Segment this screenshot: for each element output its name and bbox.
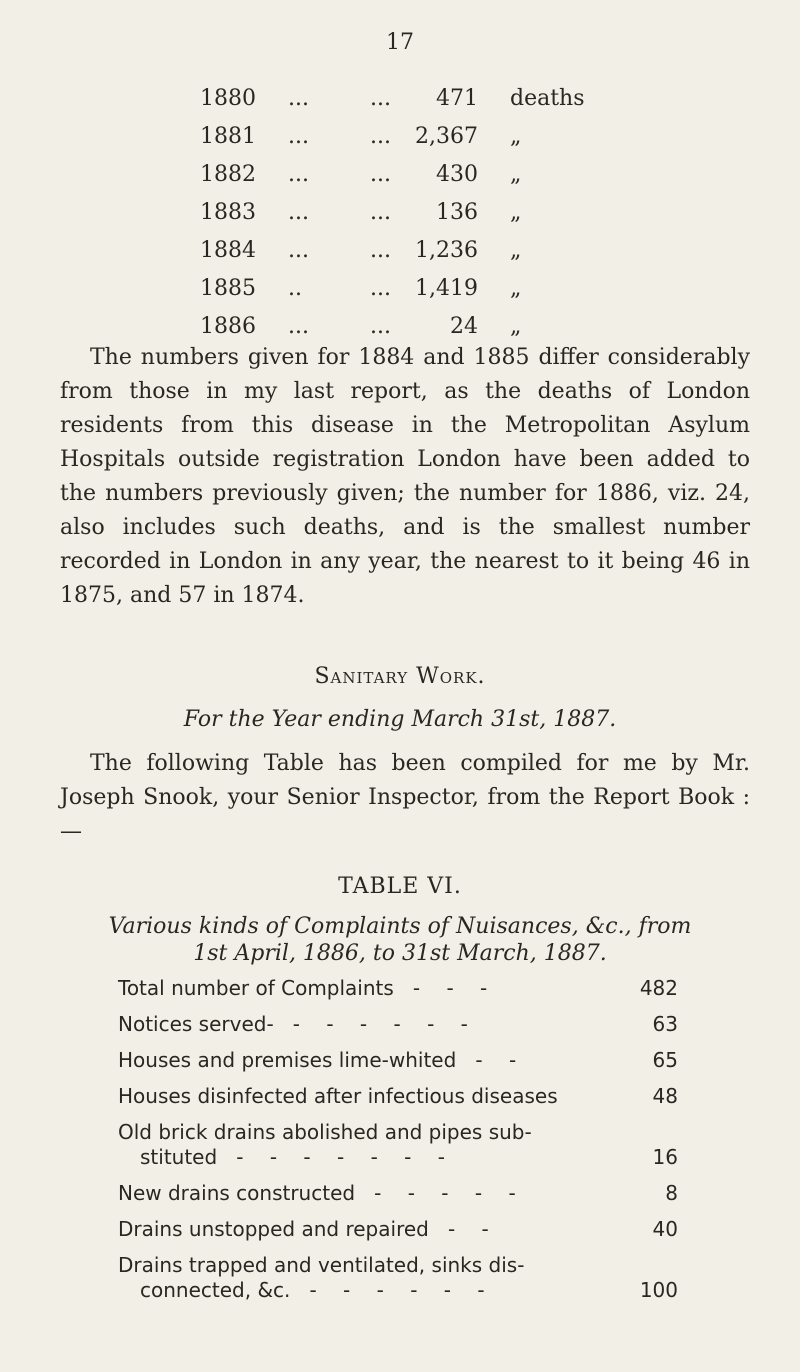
table-row <box>118 1217 688 1242</box>
row-label: Drains trapped and ventilated, sinks dis- <box>118 1253 525 1277</box>
deaths-row <box>200 86 640 124</box>
leader-dots: ... <box>288 314 309 339</box>
unit: „ <box>510 162 522 187</box>
leader-dashes: - - - - - - - <box>236 1145 455 1169</box>
section-subheading: For the Year ending March 31st, 1887. <box>183 707 617 732</box>
year: 1882 <box>200 162 256 187</box>
unit: „ <box>510 200 522 225</box>
row-label-continued: connected, &c. <box>140 1278 291 1302</box>
deaths-by-year-table <box>200 86 640 352</box>
row-label: New drains constructed <box>118 1181 356 1205</box>
paragraph-text: The numbers given for 1884 and 1885 differ considerably from those in my last report, as the deaths of London residents from this disease in the Metropolitan Asylum Hospitals outside registration London have been added to the numbers previously given; the number for 1886, viz. 24, also includes such deaths, and is the smallest number recorded in London in any year, the nearest to it being 46 in 1875, and 57 in 1874. <box>60 345 750 608</box>
deaths-row <box>200 162 640 200</box>
row-label-continued: stituted <box>140 1145 218 1169</box>
leader-dashes: - - <box>475 1048 527 1072</box>
leader-dots: ... <box>288 200 309 225</box>
leader-dots: ... <box>288 86 309 111</box>
leader-dots: ... <box>288 124 309 149</box>
leader-dots: ... <box>370 200 391 225</box>
row-value: 63 <box>652 1012 678 1036</box>
leader-dashes: - - - <box>412 976 498 1000</box>
row-value: 8 <box>665 1181 678 1205</box>
death-count: 1,419 <box>415 276 478 301</box>
row-label: Houses and premises lime-whited <box>118 1048 457 1072</box>
deaths-row <box>200 200 640 238</box>
row-label: Total number of Complaints <box>118 976 394 1000</box>
year: 1884 <box>200 238 256 263</box>
page-number: 17 <box>386 30 414 55</box>
leader-dots: ... <box>370 238 391 263</box>
intro-paragraph <box>60 747 750 849</box>
death-count: 471 <box>436 86 478 111</box>
table-subtitle: 1st April, 1886, to 31st March, 1887. <box>193 941 607 966</box>
year: 1885 <box>200 276 256 301</box>
row-label: Drains unstopped and repaired <box>118 1217 429 1241</box>
deaths-row <box>200 276 640 314</box>
table-row <box>118 1084 688 1109</box>
death-count: 1,236 <box>415 238 478 263</box>
year: 1881 <box>200 124 256 149</box>
row-value: 482 <box>639 976 678 1000</box>
table-row <box>118 1012 688 1037</box>
deaths-row <box>200 238 640 276</box>
leader-dots: ... <box>370 314 391 339</box>
leader-dots: ... <box>370 276 391 301</box>
table-row <box>118 1181 688 1206</box>
death-count: 430 <box>436 162 478 187</box>
row-label: Notices served- <box>118 1012 274 1036</box>
row-label: Houses disinfected after infectious diseases <box>118 1084 558 1108</box>
body-paragraph <box>60 341 750 613</box>
row-value: 100 <box>639 1278 678 1302</box>
paragraph-text: The following Table has been compiled for me by Mr. Joseph Snook, your Senior Inspector, from the Report Book :— <box>60 751 750 844</box>
leader-dashes: - - - - - <box>374 1181 526 1205</box>
death-count: 24 <box>450 314 478 339</box>
unit: „ <box>510 314 522 339</box>
unit: „ <box>510 238 522 263</box>
year: 1886 <box>200 314 256 339</box>
complaints-table <box>118 976 688 1314</box>
leader-dashes: - - - - - - <box>292 1012 478 1036</box>
unit: „ <box>510 276 522 301</box>
table-row <box>118 976 688 1001</box>
leader-dots: ... <box>370 124 391 149</box>
leader-dashes: - - - - - - <box>309 1278 495 1302</box>
table-row <box>118 1120 688 1170</box>
leader-dots: .. <box>288 276 302 301</box>
row-value: 40 <box>652 1217 678 1241</box>
table-row <box>118 1048 688 1073</box>
table-title: TABLE VI. <box>338 874 462 899</box>
death-count: 136 <box>436 200 478 225</box>
unit: deaths <box>510 86 585 111</box>
leader-dots: ... <box>370 162 391 187</box>
death-count: 2,367 <box>415 124 478 149</box>
table-subtitle: Various kinds of Complaints of Nuisances, &c., from <box>108 914 692 939</box>
leader-dots: ... <box>288 162 309 187</box>
row-value: 16 <box>652 1145 678 1169</box>
year: 1883 <box>200 200 256 225</box>
row-value: 65 <box>652 1048 678 1072</box>
table-row <box>118 1253 688 1303</box>
leader-dots: ... <box>370 86 391 111</box>
year: 1880 <box>200 86 256 111</box>
leader-dashes: - - <box>447 1217 499 1241</box>
unit: „ <box>510 124 522 149</box>
row-value: 48 <box>652 1084 678 1108</box>
leader-dots: ... <box>288 238 309 263</box>
row-label: Old brick drains abolished and pipes sub- <box>118 1120 532 1144</box>
section-heading: Sanitary Work. <box>314 664 486 689</box>
deaths-row <box>200 124 640 162</box>
